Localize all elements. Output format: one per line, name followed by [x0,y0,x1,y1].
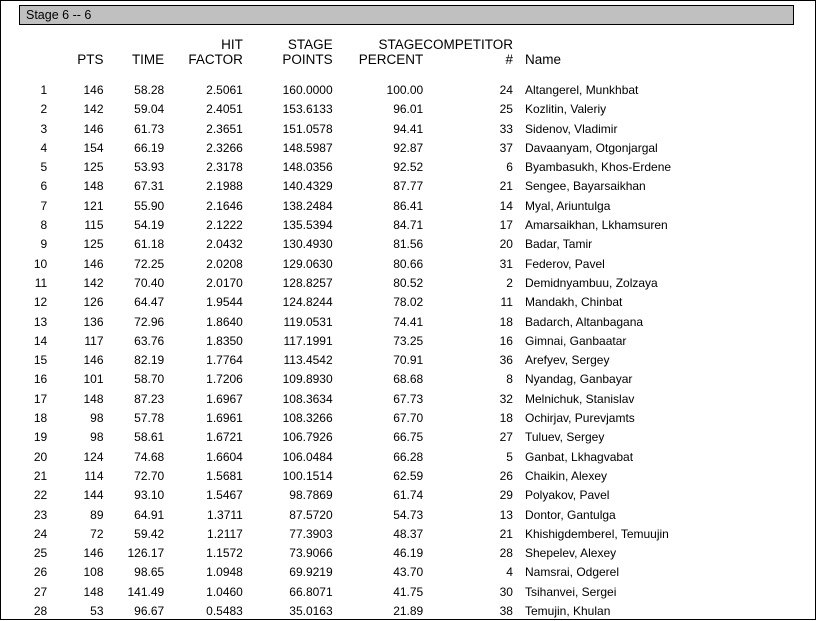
cell-competitor-number: 4 [506,565,513,580]
cell-competitor-number: 25 [499,102,513,117]
cell-competitor-name: Chaikin, Alexey [524,468,608,483]
cell-hit-factor: 1.9544 [206,295,243,310]
cell-stage-percent: 92.87 [393,140,424,155]
cell-rank: 5 [40,160,48,175]
column-header-stage-points-line1: STAGE [287,37,333,52]
spacer-cell [47,69,103,81]
cell-rank: 15 [33,353,48,368]
cell-competitor-number: 18 [499,314,513,329]
cell-time: 66.19 [134,140,165,155]
table-row [1,100,816,119]
cell-hit-factor: 1.6721 [206,430,243,445]
cell-stage-percent: 61.74 [393,488,424,503]
cell-competitor-number: 32 [499,391,513,406]
cell-competitor-name: Sengee, Bayarsaikhan [524,179,646,194]
cell-competitor-name: Federov, Pavel [524,256,605,271]
cell-rank: 8 [40,218,48,233]
cell-time: 96.67 [134,604,165,619]
cell-stage-points: 160.0000 [282,83,333,97]
cell-rank: 3 [40,121,48,136]
cell-hit-factor: 1.8640 [206,314,243,329]
results-table [1,37,816,621]
cell-stage-points: 73.9066 [289,546,333,561]
cell-competitor-number: 28 [499,546,513,561]
cell-pts: 148 [83,584,104,599]
table-row [1,428,816,447]
cell-competitor-name: Namsrai, Odgerel [524,565,620,580]
cell-stage-percent: 48.37 [393,526,424,541]
cell-time: 57.78 [134,411,165,426]
cell-pts: 148 [83,179,104,194]
cell-stage-percent: 86.41 [393,198,424,213]
table-row [1,563,816,582]
cell-stage-points: 151.0578 [282,121,333,136]
cell-time: 64.47 [134,295,165,310]
table-row [1,255,816,274]
cell-stage-percent: 66.75 [393,430,424,445]
cell-time: 93.10 [134,488,165,503]
column-header-pts-line1: PTS [77,52,104,67]
cell-stage-points: 119.0531 [283,314,333,329]
cell-competitor-name: Khishigdemberel, Temuujin [524,526,669,541]
table-row [1,525,816,544]
cell-rank: 21 [33,468,48,483]
cell-rank: 17 [33,391,48,406]
cell-hit-factor: 2.0432 [206,237,243,252]
cell-stage-percent: 68.68 [393,372,424,387]
cell-competitor-name: Tuluev, Sergey [524,430,605,445]
cell-competitor-number: 2 [506,275,513,290]
cell-pts: 124 [83,449,104,464]
column-header-hit-factor-line2: FACTOR [188,52,243,67]
cell-competitor-name: Badarch, Altanbagana [524,314,644,329]
cell-pts: 53 [90,604,104,619]
cell-stage-points: 117.1991 [283,333,333,348]
cell-hit-factor: 2.0208 [206,256,243,271]
cell-competitor-number: 38 [499,604,513,619]
cell-pts: 146 [83,256,104,271]
cell-pts: 126 [83,295,104,310]
cell-time: 59.42 [134,526,165,541]
cell-stage-points: 109.8930 [282,372,333,387]
cell-hit-factor: 2.0170 [206,275,243,290]
cell-hit-factor: 1.0948 [206,565,243,580]
table-row [1,139,816,158]
cell-stage-percent: 67.70 [393,411,424,426]
cell-stage-percent: 73.25 [393,333,424,348]
cell-rank: 7 [40,198,48,213]
cell-stage-percent: 80.52 [393,275,424,290]
table-row [1,120,816,139]
table-row [1,583,816,602]
cell-competitor-number: 24 [499,83,513,97]
cell-stage-points: 148.5987 [282,140,333,155]
column-header-name-line2: Name [524,52,561,67]
cell-stage-percent: 46.19 [393,546,424,561]
cell-competitor-number: 31 [499,256,513,271]
column-header-competitor-num: # [505,52,513,67]
cell-hit-factor: 1.2117 [207,526,243,541]
cell-hit-factor: 1.6961 [206,411,243,426]
cell-stage-points: 106.7926 [282,430,333,445]
cell-competitor-name: Davaanyam, Otgonjargal [524,140,658,155]
cell-pts: 121 [83,198,104,213]
table-row [1,370,816,389]
cell-competitor-name: Sidenov, Vladimir [524,121,618,136]
cell-time: 64.91 [134,507,165,522]
cell-hit-factor: 2.3266 [206,140,243,155]
cell-hit-factor: 1.5681 [206,468,243,483]
cell-stage-points: 66.8071 [289,584,333,599]
cell-hit-factor: 1.5467 [206,488,243,503]
column-header-competitor-number [423,37,513,69]
cell-competitor-name: Shepelev, Alexey [524,546,617,561]
cell-rank: 23 [33,507,48,522]
table-row [1,486,816,505]
cell-competitor-name: Dontor, Gantulga [524,507,616,522]
cell-competitor-name: Arefyev, Sergey [524,353,610,368]
cell-stage-points: 128.8257 [282,275,333,290]
cell-stage-points: 100.1514 [282,468,333,483]
cell-time: 59.04 [134,102,165,117]
cell-competitor-number: 13 [499,507,513,522]
table-row [1,313,816,332]
cell-stage-points: 113.4542 [283,353,333,368]
spacer-cell [1,69,47,81]
cell-hit-factor: 2.3651 [206,121,243,136]
cell-time: 53.93 [134,160,165,175]
window-title-bar [19,5,794,25]
cell-pts: 125 [83,160,104,175]
table-row [1,235,816,254]
cell-time: 67.31 [134,179,165,194]
column-header-time-line1: TIME [131,52,165,67]
cell-pts: 146 [83,121,104,136]
cell-competitor-number: 30 [499,584,513,599]
cell-pts: 142 [83,275,104,290]
table-row [1,506,816,525]
cell-rank: 18 [33,411,48,426]
cell-stage-points: 106.0484 [282,449,333,464]
cell-stage-points: 124.8244 [282,295,333,310]
cell-pts: 117 [84,333,104,348]
cell-hit-factor: 2.1646 [206,198,243,213]
cell-stage-points: 130.4930 [282,237,333,252]
window-title: Stage 6 -- 6 [26,8,92,22]
cell-pts: 72 [90,526,104,541]
cell-competitor-number: 6 [506,160,513,175]
cell-pts: 98 [90,411,104,426]
cell-competitor-name: Temujin, Khulan [524,604,611,619]
cell-time: 58.61 [134,430,165,445]
cell-rank: 12 [33,295,48,310]
cell-stage-points: 129.0630 [282,256,333,271]
cell-competitor-number: 8 [506,372,513,387]
header-spacer-row [1,69,816,81]
spacer-cell [333,69,424,81]
cell-rank: 1 [40,83,48,97]
cell-competitor-number: 21 [499,526,513,541]
cell-time: 54.19 [134,218,165,233]
cell-pts: 101 [83,372,104,387]
results-table-header [1,37,816,81]
table-row [1,197,816,216]
cell-rank: 11 [34,275,48,290]
cell-hit-factor: 2.1988 [206,179,243,194]
cell-competitor-name: Gimnai, Ganbaatar [524,333,627,348]
cell-stage-percent: 67.73 [393,391,424,406]
cell-competitor-name: Amarsaikhan, Lkhamsuren [524,218,668,233]
table-row [1,467,816,486]
column-header-pts [47,37,103,69]
column-header-stage-percent-line2: PERCENT [358,52,424,67]
cell-pts: 125 [83,237,104,252]
table-row [1,351,816,370]
cell-pts: 144 [83,488,104,503]
column-header-time [104,37,165,69]
cell-stage-percent: 94.41 [393,121,424,136]
cell-rank: 20 [33,449,48,464]
cell-time: 61.73 [134,121,165,136]
column-header-stage-percent [333,37,424,69]
cell-competitor-name: Byambasukh, Khos-Erdene [524,160,672,175]
cell-pts: 114 [84,468,104,483]
spacer-cell [164,69,243,81]
table-row [1,81,816,100]
cell-stage-percent: 96.01 [393,102,424,117]
spacer-cell [513,69,816,81]
cell-hit-factor: 2.3178 [206,160,243,175]
cell-competitor-number: 29 [499,488,513,503]
cell-rank: 13 [33,314,48,329]
cell-pts: 146 [83,83,104,97]
cell-competitor-name: Myal, Ariuntulga [524,198,611,213]
cell-time: 82.19 [134,353,165,368]
cell-stage-percent: 41.75 [393,584,424,599]
cell-competitor-number: 5 [506,449,513,464]
cell-pts: 89 [90,507,104,522]
cell-competitor-number: 27 [499,430,513,445]
spacer-cell [243,69,333,81]
cell-time: 141.49 [127,584,165,599]
cell-pts: 154 [83,140,104,155]
cell-hit-factor: 1.6967 [206,391,243,406]
cell-competitor-number: 17 [499,218,513,233]
cell-hit-factor: 2.4051 [206,102,243,117]
cell-hit-factor: 1.7764 [206,353,243,368]
cell-rank: 24 [33,526,48,541]
table-row [1,293,816,312]
cell-rank: 27 [33,584,48,599]
column-header-stage-points-line2: POINTS [282,52,333,67]
cell-stage-points: 35.0163 [289,604,333,619]
cell-time: 63.76 [134,333,165,348]
cell-competitor-number: 36 [499,353,513,368]
cell-competitor-name: Mandakh, Chinbat [524,295,623,310]
cell-stage-percent: 43.70 [393,565,424,580]
cell-rank: 14 [33,333,48,348]
cell-stage-percent: 62.59 [393,468,424,483]
column-header-competitor-line1: COMPETITOR [423,37,513,52]
cell-rank: 25 [33,546,48,561]
table-row [1,448,816,467]
cell-stage-percent: 100.00 [386,83,424,97]
results-table-container [1,37,816,621]
cell-stage-percent: 21.89 [393,604,424,619]
cell-time: 72.70 [134,468,165,483]
cell-hit-factor: 1.6604 [206,449,243,464]
cell-pts: 108 [83,565,104,580]
table-row [1,274,816,293]
cell-rank: 22 [33,488,48,503]
cell-stage-percent: 78.02 [393,295,424,310]
table-row [1,409,816,428]
cell-rank: 2 [40,102,48,117]
cell-rank: 10 [33,256,48,271]
cell-competitor-number: 20 [499,237,513,252]
cell-hit-factor: 0.5483 [206,604,243,619]
results-table-body [1,81,816,621]
cell-stage-percent: 66.28 [393,449,424,464]
cell-competitor-name: Ochirjav, Purevjamts [524,411,635,426]
cell-stage-points: 135.5394 [282,218,333,233]
cell-time: 58.70 [134,372,165,387]
table-row [1,177,816,196]
cell-stage-points: 153.6133 [282,102,333,117]
cell-hit-factor: 1.0460 [206,584,243,599]
spacer-cell [104,69,165,81]
cell-stage-percent: 84.71 [393,218,424,233]
cell-hit-factor: 1.8350 [206,333,243,348]
cell-competitor-number: 11 [500,295,513,310]
table-row [1,544,816,563]
cell-rank: 26 [33,565,48,580]
table-row [1,158,816,177]
cell-rank: 9 [40,237,48,252]
cell-competitor-name: Kozlitin, Valeriy [524,102,607,117]
column-header-stage-percent-line1: STAGE [378,37,424,52]
cell-hit-factor: 1.1572 [206,546,243,561]
cell-time: 87.23 [134,391,165,406]
cell-time: 72.96 [134,314,165,329]
cell-stage-points: 87.5720 [289,507,333,522]
cell-time: 74.68 [134,449,165,464]
cell-pts: 142 [83,102,104,117]
spacer-cell [423,69,513,81]
cell-hit-factor: 1.3711 [207,507,243,522]
cell-competitor-name: Nyandag, Ganbayar [524,372,633,387]
table-row [1,602,816,621]
cell-rank: 4 [40,140,48,155]
cell-stage-points: 148.0356 [282,160,333,175]
cell-competitor-name: Tsihanvei, Sergei [524,584,617,599]
cell-time: 58.28 [134,83,165,97]
cell-time: 126.17 [127,546,165,561]
cell-pts: 146 [83,353,104,368]
cell-competitor-number: 26 [499,468,513,483]
cell-pts: 136 [83,314,104,329]
cell-stage-points: 77.3903 [289,526,333,541]
column-header-competitor-name [513,37,816,69]
cell-competitor-number: 21 [499,179,513,194]
cell-competitor-number: 14 [499,198,513,213]
cell-stage-points: 140.4329 [282,179,333,194]
cell-stage-percent: 92.52 [393,160,424,175]
column-header-stage-points [243,37,333,69]
cell-competitor-name: Polyakov, Pavel [524,488,610,503]
cell-time: 72.25 [134,256,165,271]
cell-hit-factor: 2.1222 [206,218,243,233]
column-header-hit-factor [164,37,243,69]
cell-time: 70.40 [134,275,165,290]
table-row [1,390,816,409]
cell-time: 55.90 [134,198,165,213]
cell-stage-percent: 70.91 [393,353,424,368]
column-header-rank [1,37,47,69]
cell-time: 98.65 [134,565,165,580]
cell-competitor-number: 16 [499,333,513,348]
cell-hit-factor: 1.7206 [206,372,243,387]
cell-competitor-name: Ganbat, Lkhagvabat [524,449,634,464]
cell-stage-percent: 87.77 [393,179,424,194]
cell-stage-points: 98.7869 [289,488,333,503]
cell-pts: 148 [83,391,104,406]
column-header-hit-factor-line1: HIT [221,37,243,52]
cell-stage-percent: 81.56 [393,237,424,252]
table-row [1,332,816,351]
cell-competitor-name: Badar, Tamir [524,237,593,252]
cell-competitor-name: Altangerel, Munkhbat [524,83,639,97]
cell-pts: 115 [84,218,104,233]
cell-stage-points: 69.9219 [289,565,333,580]
cell-rank: 19 [33,430,48,445]
cell-competitor-number: 37 [499,140,513,155]
cell-time: 61.18 [134,237,165,252]
table-row [1,216,816,235]
cell-rank: 28 [33,604,48,619]
cell-stage-points: 108.3634 [282,391,333,406]
cell-competitor-name: Demidnyambuu, Zolzaya [524,275,658,290]
cell-stage-percent: 80.66 [393,256,424,271]
cell-stage-percent: 54.73 [393,507,424,522]
cell-stage-percent: 74.41 [393,314,424,329]
cell-competitor-number: 33 [499,121,513,136]
cell-rank: 6 [40,179,48,194]
cell-pts: 98 [90,430,104,445]
cell-competitor-number: 18 [499,411,513,426]
cell-stage-points: 108.3266 [282,411,333,426]
cell-competitor-name: Melnichuk, Stanislav [524,391,635,406]
cell-hit-factor: 2.5061 [206,83,243,97]
cell-pts: 146 [83,546,104,561]
cell-rank: 16 [33,372,48,387]
cell-stage-points: 138.2484 [282,198,333,213]
